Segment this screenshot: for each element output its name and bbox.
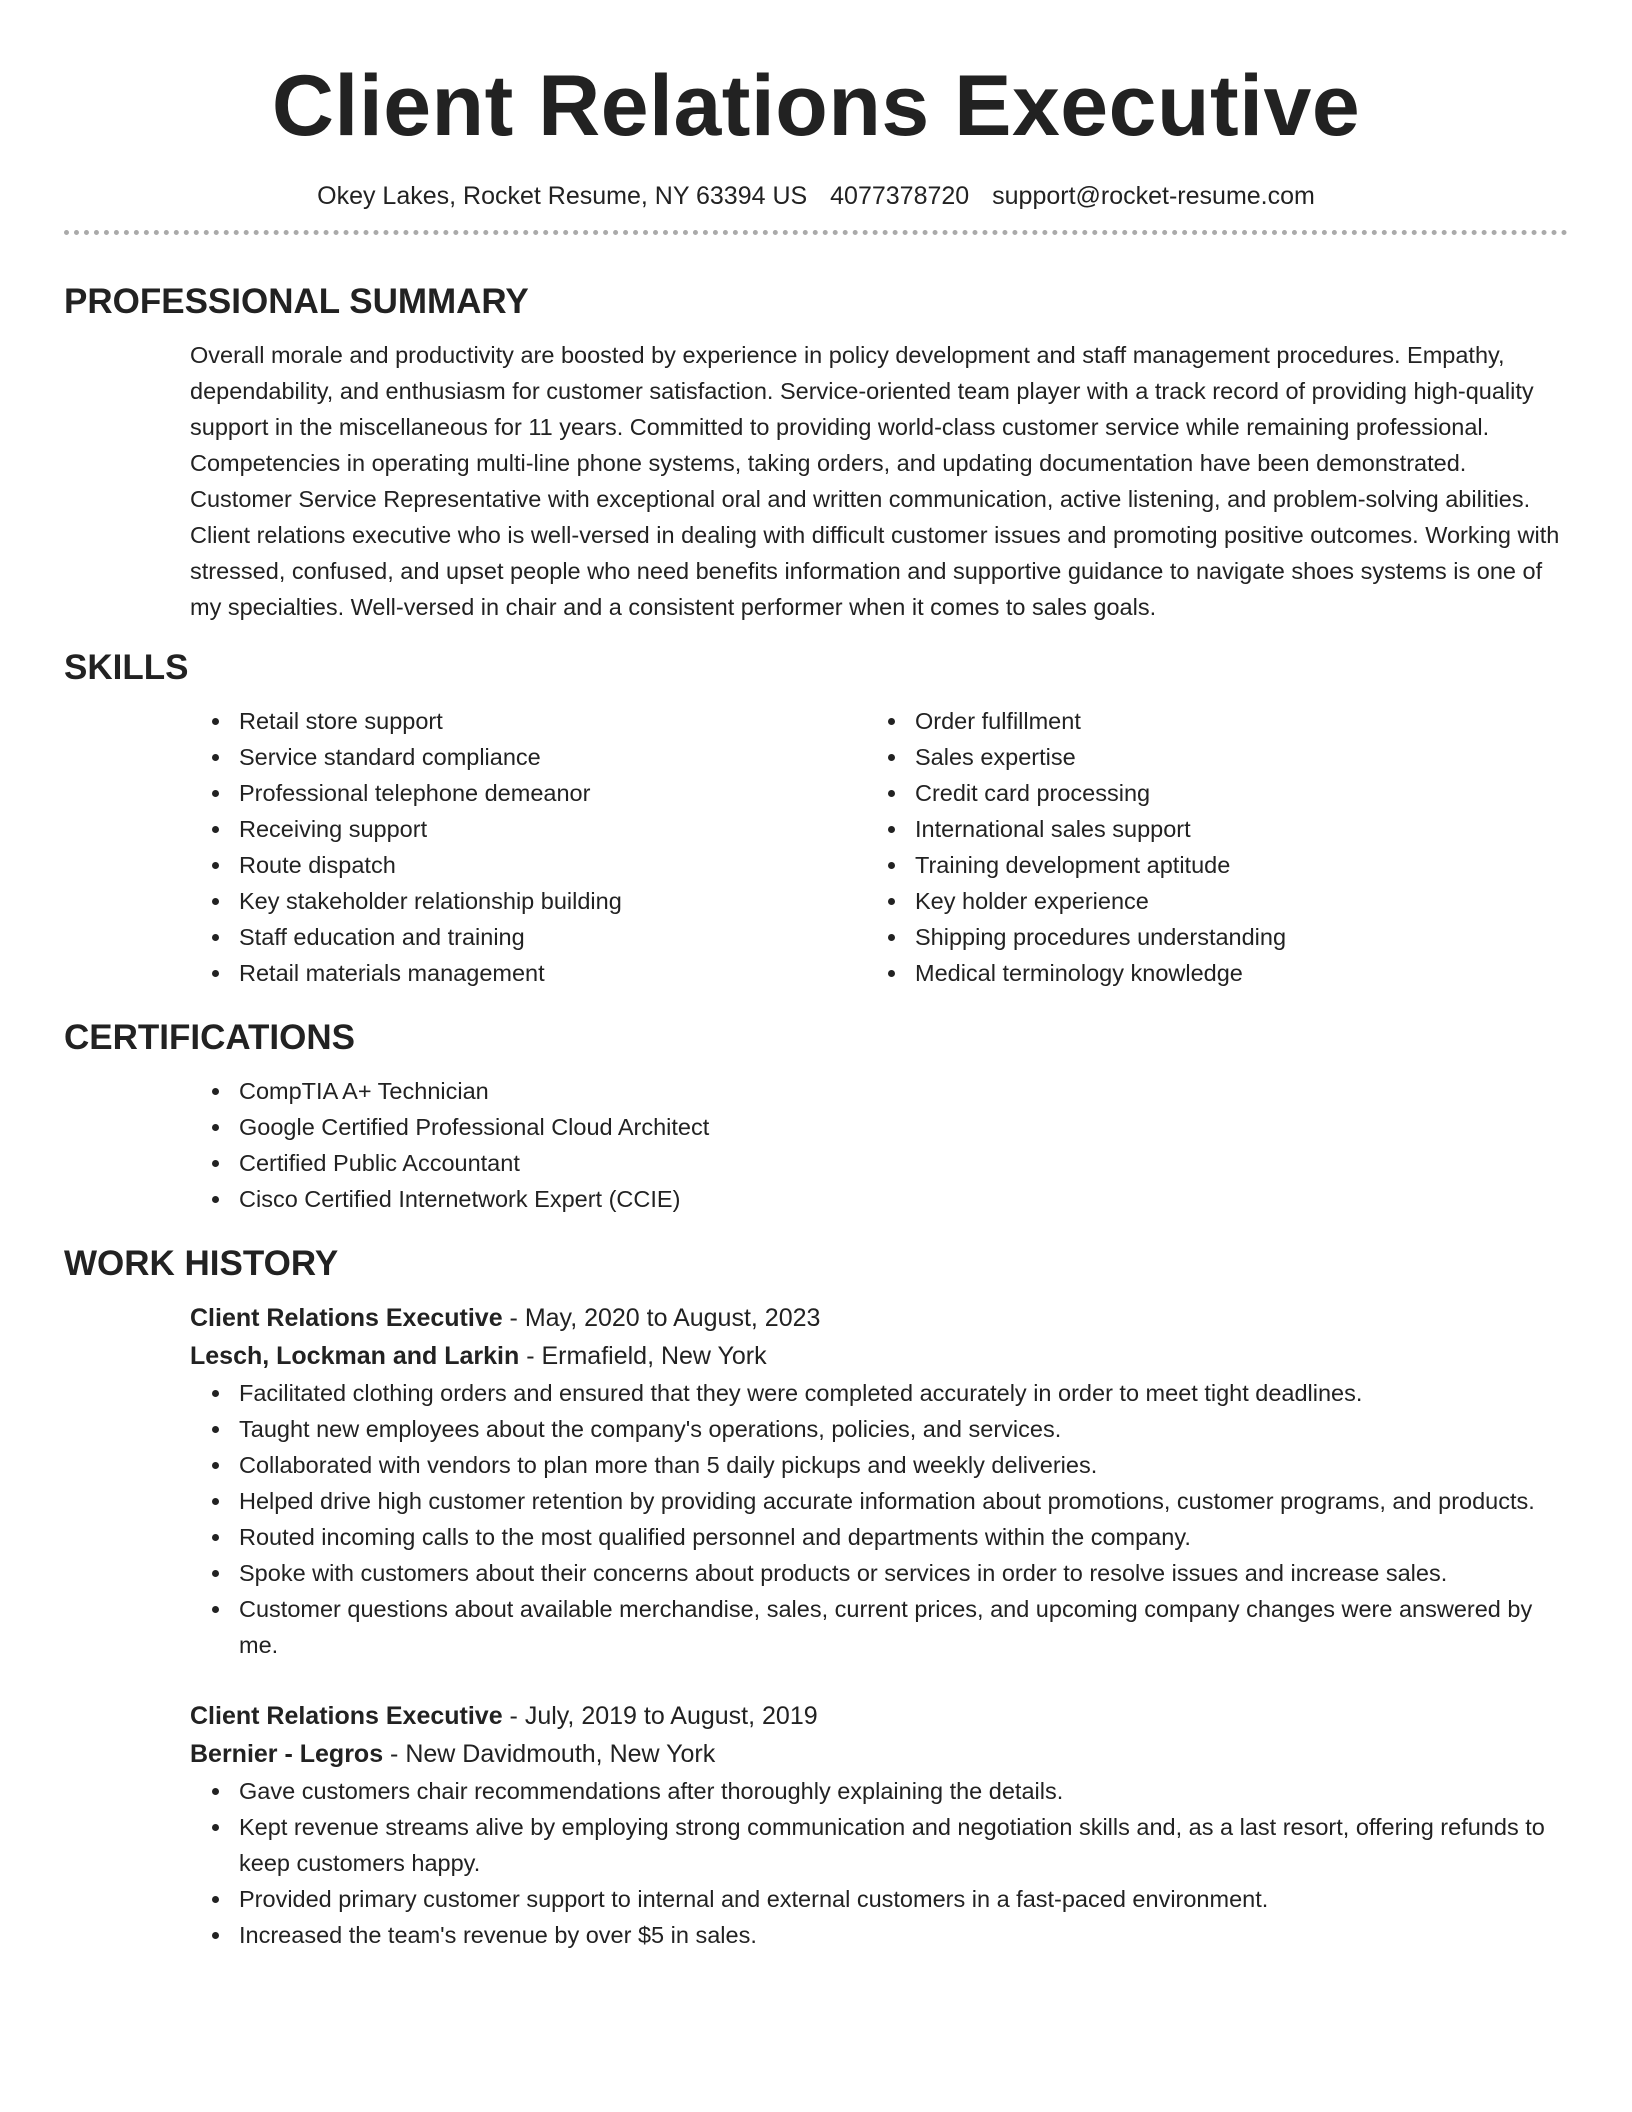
job-bullet: • Helped drive high customer retention by providing accurate information about promotions, customer programs, and products.	[233, 1483, 1568, 1519]
resume-name: Client Relations Executive	[271, 58, 1361, 154]
job-bullet: • Customer questions about available merchandise, sales, current prices, and upcoming company changes were answered by me.	[233, 1591, 1568, 1663]
contact-email: support@rocket-resume.com	[992, 182, 1315, 210]
skill-item: • Key holder experience	[909, 883, 1286, 919]
contact-address: Okey Lakes, Rocket Resume, NY 63394 US	[317, 182, 808, 210]
skill-item: • Sales expertise	[909, 739, 1286, 775]
certification-item: • Google Certified Professional Cloud Architect	[233, 1109, 1568, 1145]
skill-item: • Staff education and training	[233, 919, 743, 955]
job-role: Client Relations Executive	[190, 1304, 503, 1332]
contact-line	[64, 180, 1568, 212]
job-bullet: • Routed incoming calls to the most qualified personnel and departments within the company.	[233, 1519, 1568, 1555]
job-company: Bernier - Legros	[190, 1740, 384, 1768]
summary-text: Overall morale and productivity are boosted by experience in policy development and staff management procedures. Empathy, dependability, and enthusiasm for customer satisfaction. Service-oriented team player with a track record of providing high-quality support in the miscellaneous for 11 years. Committed to providing world-class customer service while remaining professional. Competencies in operating multi-line phone systems, taking orders, and updating documentation have been demonstrated. Customer Service Representative with exceptional oral and written communication, active listening, and problem-solving abilities. Client relations executive who is well-versed in dealing with difficult customer issues and promoting positive outcomes. Working with stressed, confused, and upset people who need benefits information and supportive guidance to navigate shoes systems is one of my specialties. Well-versed in chair and a consistent performer when it comes to sales goals.	[190, 342, 1560, 620]
section-title-skills: SKILLS	[64, 648, 189, 687]
job-title-line	[190, 1299, 1568, 1375]
skill-item: • Service standard compliance	[233, 739, 743, 775]
job-company: Lesch, Lockman and Larkin	[190, 1342, 520, 1370]
job-bullet: • Spoke with customers about their concerns about products or services in order to resolve issues and increase sales.	[233, 1555, 1568, 1591]
job-bullet: • Increased the team's revenue by over $5 in sales.	[233, 1917, 1568, 1953]
certification-item: • Cisco Certified Internetwork Expert (CCIE)	[233, 1181, 1568, 1217]
skill-item: • Order fulfillment	[909, 703, 1286, 739]
contact-phone: 4077378720	[830, 182, 970, 210]
job-bullet: • Facilitated clothing orders and ensured that they were completed accurately in order to meet tight deadlines.	[233, 1375, 1568, 1411]
job-title-line	[190, 1697, 1568, 1773]
job-role: Client Relations Executive	[190, 1702, 503, 1730]
job-dates: - May, 2020 to August, 2023	[502, 1304, 821, 1332]
job-dates: - July, 2019 to August, 2019	[502, 1702, 818, 1730]
skills-list-right	[743, 703, 1286, 991]
skill-item: • Retail store support	[233, 703, 743, 739]
job-bullet: • Provided primary customer support to internal and external customers in a fast-paced environment.	[233, 1881, 1568, 1917]
certification-item: • CompTIA A+ Technician	[233, 1073, 1568, 1109]
skill-item: • Key stakeholder relationship building	[233, 883, 743, 919]
job-entry	[64, 1697, 1568, 1953]
skill-item: • Medical terminology knowledge	[909, 955, 1286, 991]
skill-item: • Shipping procedures understanding	[909, 919, 1286, 955]
job-bullets	[64, 1375, 1568, 1663]
skill-item: • Professional telephone demeanor	[233, 775, 743, 811]
certification-item: • Certified Public Accountant	[233, 1145, 1568, 1181]
section-title-certifications: CERTIFICATIONS	[64, 1018, 356, 1057]
job-bullet: • Collaborated with vendors to plan more than 5 daily pickups and weekly deliveries.	[233, 1447, 1568, 1483]
section-title-work-history: WORK HISTORY	[64, 1244, 339, 1283]
skill-item: • Credit card processing	[909, 775, 1286, 811]
job-bullet: • Taught new employees about the company's operations, policies, and services.	[233, 1411, 1568, 1447]
job-bullet: • Gave customers chair recommendations after thoroughly explaining the details.	[233, 1773, 1568, 1809]
section-title-summary: PROFESSIONAL SUMMARY	[64, 282, 529, 321]
resume-page	[64, 0, 1568, 1953]
skill-item: • Route dispatch	[233, 847, 743, 883]
job-bullet: • Kept revenue streams alive by employing strong communication and negotiation skills and, as a last resort, offering refunds to keep customers happy.	[233, 1809, 1568, 1881]
header-divider	[64, 230, 1568, 235]
job-entry	[64, 1299, 1568, 1663]
skills-list-left	[64, 703, 743, 991]
skill-item: • Training development aptitude	[909, 847, 1286, 883]
certifications-list	[64, 1073, 1568, 1217]
job-location: - New Davidmouth, New York	[383, 1740, 716, 1768]
job-location: - Ermafield, New York	[519, 1342, 767, 1370]
skill-item: • International sales support	[909, 811, 1286, 847]
skill-item: • Retail materials management	[233, 955, 743, 991]
skill-item: • Receiving support	[233, 811, 743, 847]
skills-columns	[64, 703, 1568, 991]
job-bullets	[64, 1773, 1568, 1953]
